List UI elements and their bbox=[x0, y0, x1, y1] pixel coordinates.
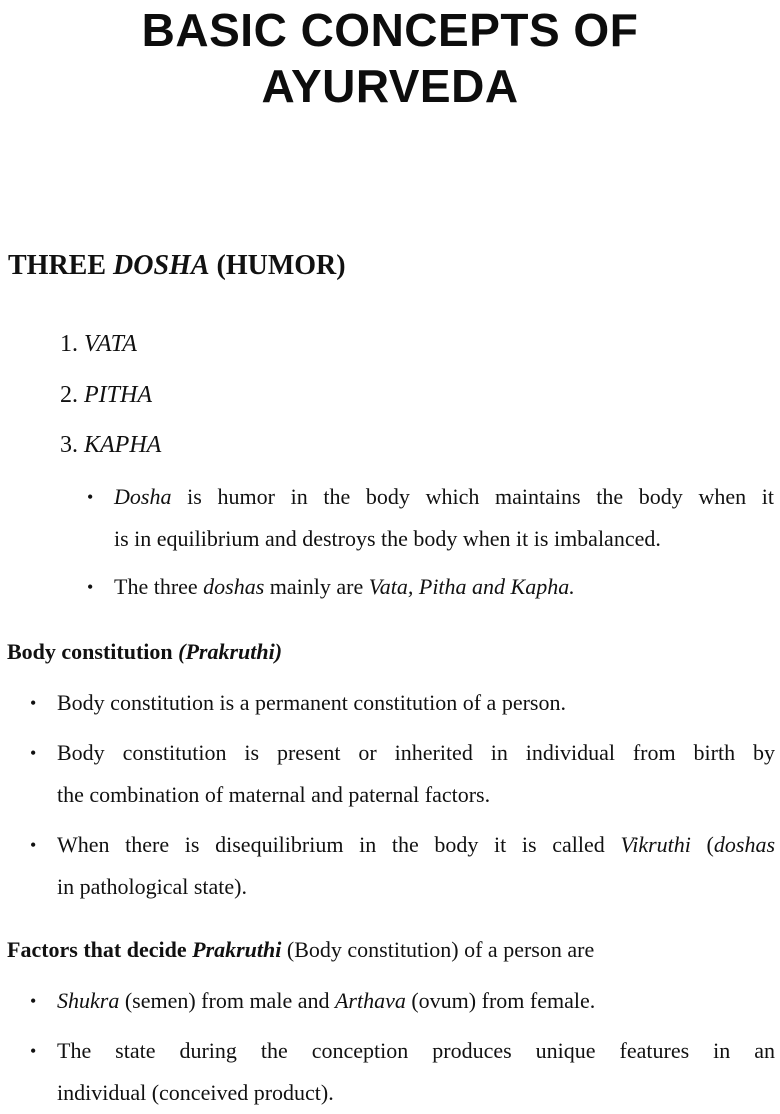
heading-text: THREE bbox=[8, 250, 114, 281]
bullet-icon: • bbox=[30, 1041, 37, 1061]
bullet-line: is in equilibrium and destroys the body when it is imbalanced. bbox=[114, 526, 661, 551]
bullet-item bbox=[30, 732, 775, 816]
item-text: VATA bbox=[84, 331, 137, 357]
bullet-line: Body constitution is a permanent constitution of a person. bbox=[57, 690, 566, 715]
bullet-icon: • bbox=[30, 835, 37, 855]
section-heading-three-dosha bbox=[8, 248, 346, 284]
heading-text-suffix: (HUMOR) bbox=[209, 250, 346, 281]
italic-term: Vikruthi bbox=[620, 832, 691, 857]
item-text: KAPHA bbox=[84, 432, 162, 458]
bullet-text: When there is disequilibrium in the body it is called bbox=[57, 832, 621, 857]
bullet-line bbox=[114, 566, 774, 608]
subheading-rest-text: (Body constitution) of a person are bbox=[281, 937, 595, 962]
title-line-1: BASIC CONCEPTS OF bbox=[141, 4, 639, 56]
item-number: 2. bbox=[60, 382, 78, 408]
italic-term: doshas bbox=[713, 832, 776, 857]
bullet-item bbox=[30, 682, 775, 724]
bullet-text: ( bbox=[690, 832, 714, 857]
bullet-item bbox=[30, 824, 776, 908]
italic-term: Vata, Pitha and Kapha. bbox=[368, 574, 575, 599]
bullet-line: Body constitution is present or inherited in individual from birth by bbox=[57, 740, 775, 765]
bullet-text: is humor in the body which maintains the body when it bbox=[171, 484, 774, 509]
bullet-item bbox=[30, 1030, 775, 1114]
numbered-item-3 bbox=[60, 430, 161, 460]
bullet-icon: • bbox=[87, 577, 94, 597]
bullet-line bbox=[57, 824, 775, 866]
italic-term: doshas bbox=[203, 574, 265, 599]
subheading-italic-text: (Prakruthi) bbox=[178, 639, 283, 664]
bullet-line: in pathological state). bbox=[57, 874, 247, 899]
italic-term: Shukra bbox=[57, 988, 120, 1013]
page-title bbox=[0, 2, 780, 114]
numbered-item-2 bbox=[60, 380, 152, 410]
numbered-item-1 bbox=[60, 329, 137, 359]
italic-term: Arthava bbox=[334, 988, 406, 1013]
subheading-factors-prakruthi bbox=[7, 935, 594, 965]
bullet-line bbox=[114, 476, 774, 518]
italic-term: Dosha bbox=[114, 484, 172, 509]
item-number: 3. bbox=[60, 432, 78, 458]
bullet-icon: • bbox=[30, 991, 37, 1011]
bullet-text: The three bbox=[114, 574, 204, 599]
subheading-body-constitution bbox=[7, 637, 282, 667]
bullet-text: (ovum) from female. bbox=[405, 988, 596, 1013]
subheading-italic-text: Prakruthi bbox=[192, 937, 282, 962]
subheading-text: Factors that decide bbox=[7, 937, 193, 962]
bullet-item bbox=[87, 476, 774, 560]
subheading-text: Body constitution bbox=[7, 639, 179, 664]
bullet-icon: • bbox=[30, 743, 37, 763]
heading-italic-text: DOSHA bbox=[113, 250, 210, 281]
bullet-line: The state during the conception produces unique features in an bbox=[57, 1038, 775, 1063]
bullet-icon: • bbox=[30, 693, 37, 713]
bullet-text: (semen) from male and bbox=[119, 988, 335, 1013]
item-number: 1. bbox=[60, 331, 78, 357]
title-line-2: AYURVEDA bbox=[261, 60, 519, 112]
bullet-text: mainly are bbox=[264, 574, 369, 599]
bullet-line bbox=[57, 980, 775, 1022]
bullet-icon: • bbox=[87, 487, 94, 507]
bullet-line: the combination of maternal and paternal factors. bbox=[57, 782, 491, 807]
bullet-line: individual (conceived product). bbox=[57, 1080, 334, 1105]
bullet-item bbox=[30, 980, 775, 1022]
item-text: PITHA bbox=[84, 382, 152, 408]
bullet-item bbox=[87, 566, 774, 608]
